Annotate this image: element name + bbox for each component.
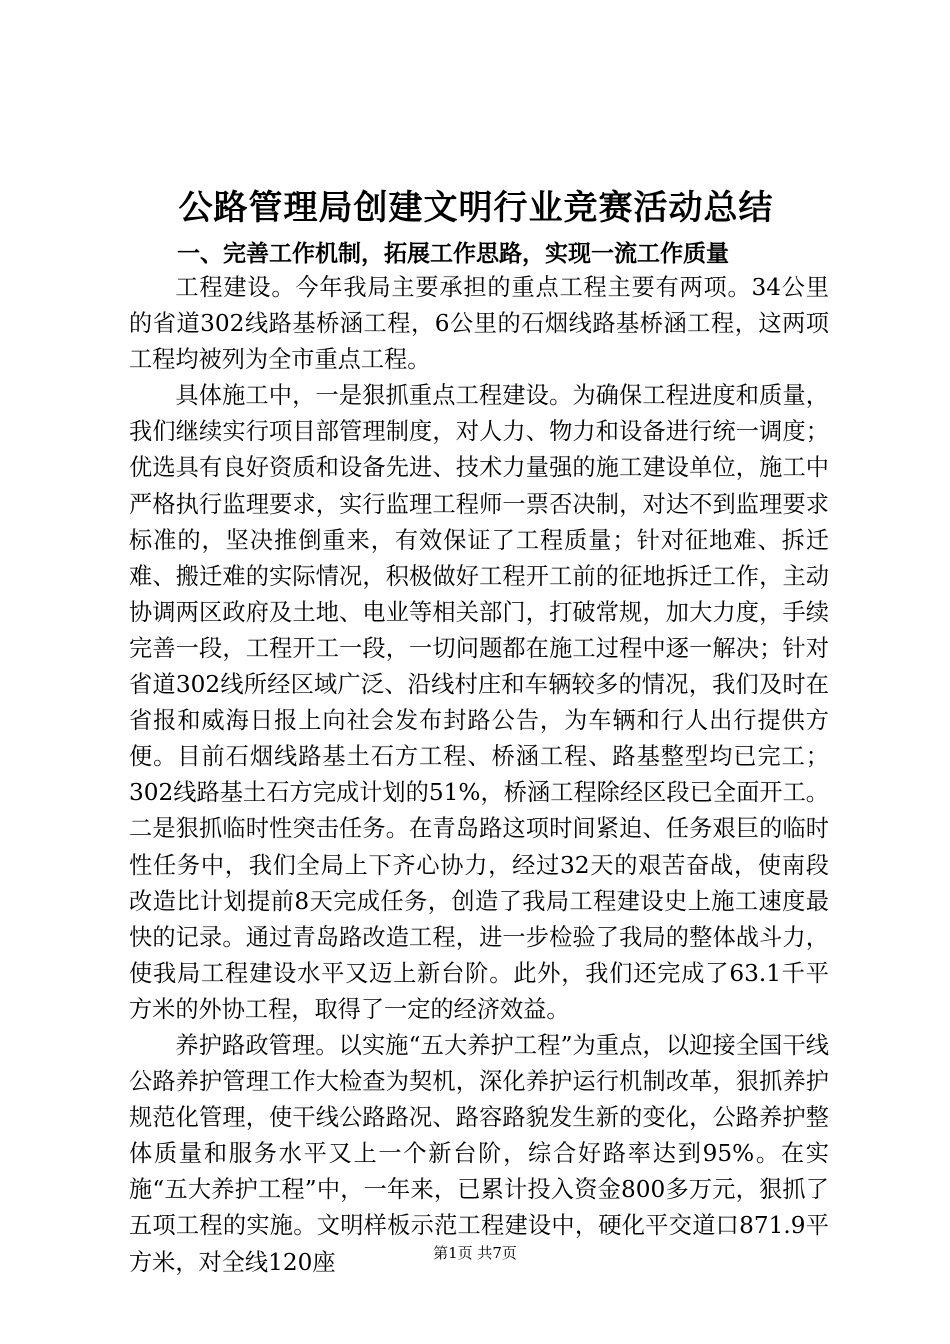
paragraph-engineering-intro: 工程建设。今年我局主要承担的重点工程主要有两项。34公里的省道302线路基桥涵工程，6公里的石烟线路基桥涵工程，这两项工程均被列为全市重点工程。: [129, 274, 829, 374]
paragraph-construction-details: 具体施工中，一是狠抓重点工程建设。为确保工程进度和质量，我们继续实行项目部管理制度，对人力、物力和设备进行统一调度；优选具有良好资质和设备先进、技术力量强的施工建设单位，施工中严格执行监理要求，实行监理工程师一票否决制，对达不到监理要求标准的，坚决推倒重来，有效保证了工程质量；针对征地难、拆迁难、搬迁难的实际情况，积极做好工程开工前的征地拆迁工作，主动协调两区政府及土地、电业等相关部门，打破常规，加大力度，手续完善一段，工程开工一段，一切问题都在施工过程中逐一解决；针对省道302线所经区域广泛、沿线村庄和车辆较多的情况，我们及时在省报和威海日报上向社会发布封路公告，为车辆和行人出行提供方便。目前石烟线路基土石方工程、桥涵工程、路基整型均已完工；302线路基土石方完成计划的51%，桥涵工程除经区段已全面开工。二是狠抓临时性突击任务。在青岛路这项时间紧迫、任务艰巨的临时性任务中，我们全局上下齐心协力，经过32天的艰苦奋战，使南段改造比计划提前8天完成任务，创造了我局工程建设史上施工速度最快的记录。通过青岛路改造工程，进一步检验了我局的整体战斗力，使我局工程建设水平又迈上新台阶。此外，我们还完成了63.1千平方米的外协工程，取得了一定的经济效益。: [129, 382, 829, 1023]
section-heading: 一、完善工作机制，拓展工作思路，实现一流工作质量: [177, 241, 729, 267]
document-body: [129, 270, 829, 1281]
document-title: 公路管理局创建文明行业竞赛活动总结: [178, 188, 774, 228]
page-number-footer: 第1页 共7页: [433, 1244, 517, 1262]
paragraph-maintenance-management: 养护路政管理。以实施“五大养护工程”为重点，以迎接全国干线公路养护管理工作大检查为契机，深化养护运行机制改革，狠抓养护规范化管理，使干线公路路况、路容路貌发生新的变化，公路养护整体质量和服务水平又上一个新台阶，综合好路率达到95%。在实施“五大养护工程”中，一年来，已累计投入资金800多万元，狠抓了五项工程的实施。文明样板示范工程建设中，硬化平交道口871.9平方米，对全线120座: [129, 1031, 829, 1276]
